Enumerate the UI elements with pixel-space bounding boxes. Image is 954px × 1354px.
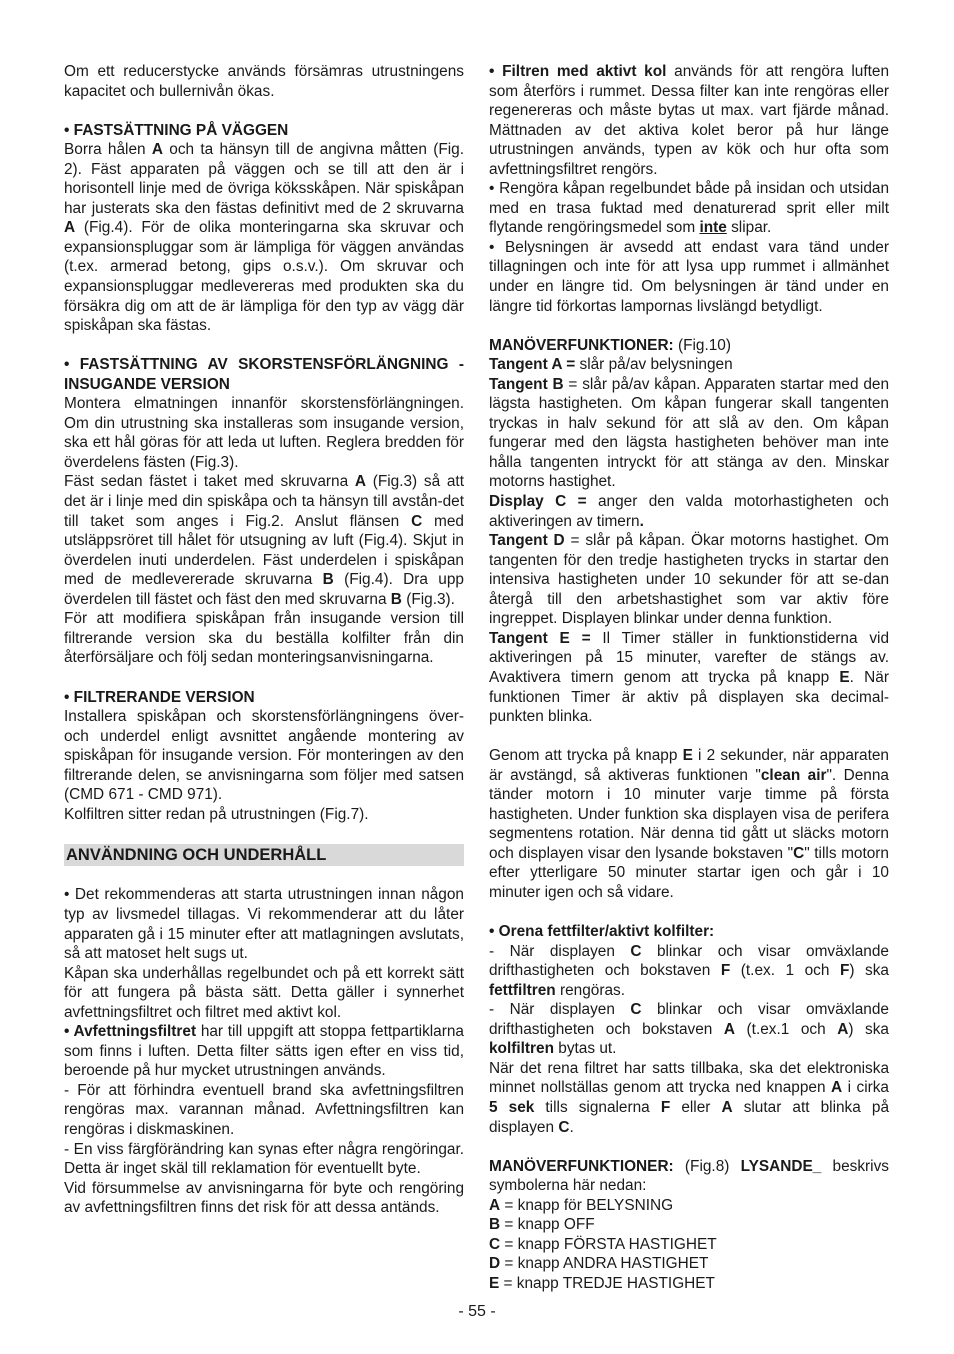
page-number: - 55 - <box>458 1303 496 1320</box>
key-legend-d: D = knapp ANDRA HASTIGHET <box>489 1255 709 1273</box>
dirty-filter-text-1: - När displayen C blinkar och visar omväxlande drifthastigheten och bokstaven F (t.ex. 1 och F) ska fettfiltren rengöras. <box>489 942 889 999</box>
display-c-text: Display C = anger den valda motorhastigheten och aktiveringen av timern. <box>489 493 889 530</box>
key-e-text: Tangent E = Il Timer ställer in funktionstiderna vid aktiveringen på 15 minuter, varefter de stängs av. Avaktivera timern genom att trycka på knapp E. När funktionen Timer är aktiv på displayen ska decimal-punkten blinka. <box>489 629 889 726</box>
usage-text-3: • Avfettningsfiltret har till uppgift att stoppa fettpartiklarna som finns i luften. Detta filter sätts igen efter en viss tid, beroende på hur mycket utrustningen används. <box>64 1023 464 1080</box>
usage-text-2: Kåpan ska underhållas regelbundet och på ett korrekt sätt för att fungera på bästa sätt. Detta gäller i synnerhet avfettningsfiltret och filtret med aktivt kol. <box>64 964 464 1021</box>
intro-paragraph: Om ett reducerstycke används försämras utrustningens kapacitet och bullernivån ökas. <box>64 63 464 100</box>
cleaning-text: • Rengöra kåpan regelbundet både på insidan och utsidan med en trasa fuktad med denaturerad sprit eller milt flytande rengöringsmedel som inte slipar. <box>489 180 889 237</box>
key-legend-c: C = knapp FÖRSTA HASTIGHET <box>489 1235 717 1253</box>
carbon-filter-text: • Filtren med aktivt kol används för att rengöra luften som återförs i rummet. Dessa filter kan inte rengöras eller regenereras och måste bytas ut max. vart fjärde månad. Mättnaden av det aktiva kolet beror på hur länge utrustningen används, typen av kök och hur ofta som avfettningsfiltret rengörs. <box>489 63 890 178</box>
usage-text-6: Vid försummelse av anvisningarna för byte och rengöring av avfettningsfiltren finns det risk för att dessa antänds. <box>64 1179 464 1217</box>
usage-text-5: - En viss färgförändring kan synas efter några rengöringar. Detta är inget skäl till reklamation för eventuellt byte. <box>64 1140 464 1178</box>
filter-version-text-1: Installera spiskåpan och skorstensförlängningens över-och underdel enligt avsnittet angående montering av spiskåpan för insugande version. För monteringen av den filtrerande delen, se anvisningarna som följer med satsen (CMD 671 - CMD 971). <box>64 708 464 804</box>
filter-version-heading: • FILTRERANDE VERSION <box>64 688 255 706</box>
usage-text-4: - För att förhindra eventuell brand ska avfettningsfiltren rengöras max. varannan månad. Avfettningsfiltren kan rengöras i diskmaskinen. <box>64 1081 464 1138</box>
key-legend-e: E = knapp TREDJE HASTIGHET <box>489 1274 715 1292</box>
key-legend-a: A = knapp för BELYSNING <box>489 1196 674 1214</box>
left-column <box>64 62 464 1218</box>
key-legend-b: B = knapp OFF <box>489 1216 595 1234</box>
wall-mount-heading: • FASTSÄTTNING PÅ VÄGGEN <box>64 121 289 139</box>
right-column <box>489 62 889 1293</box>
chimney-heading: • FASTSÄTTNING AV SKORSTENSFÖRLÄNGNING - INSUGANDE VERSION <box>64 356 464 393</box>
clean-air-text: Genom att trycka på knapp E i 2 sekunder, när apparaten är avstängd, så aktiveras funktionen "clean air". Denna tänder motorn i 10 minuter varje timme på första hastigheten. Under funktion ska displayen visa de perifera segmentens rotation. När denna tid gått ut släcks motorn och displayen visar den lysande bokstaven "C" tills motorn efter ytterligare 50 minuter startar igen och går i 10 minuter igen och så vidare. <box>489 747 889 901</box>
usage-section-heading: ANVÄNDNING OCH UNDERHÅLL <box>64 844 464 866</box>
usage-text-1: • Det rekommenderas att starta utrustningen innan någon typ av livsmedel tillagas. Vi rekommenderar att du låter apparaten gå i 15 minuter efter att matlagningen avslutats, så att matoset helt sugs ut. <box>64 886 464 963</box>
chimney-text-3: För att modifiera spiskåpan från insugande version till filtrerande version ska du beställa kolfilter från din återförsäljare och följ sedan monteringsanvisningarna. <box>64 610 464 667</box>
key-a-text: Tangent A = slår på/av belysningen <box>489 356 733 374</box>
key-b-text: Tangent B = slår på/av kåpan. Apparaten startar med den lägsta hastigheten. Om kåpan fungerar skall tangenten tryckas in halv sekund för att slå av den. Om kåpan fungerar med den lägsta hastigheten behöver man inte hålla tangenten intryckt för att stänga av den. Minskar motorns hastighet. <box>489 375 890 491</box>
lighting-text: • Belysningen är avsedd att endast vara tänd under tillagningen och inte för att lysa upp rummet i allmänhet under en längre tid. Om belysningen är tänd under en längre tid förkortas lampornas livslängd betydligt. <box>489 238 889 315</box>
filter-version-text-2: Kolfiltren sitter redan på utrustningen (Fig.7). <box>64 805 369 823</box>
dirty-filter-heading: • Orena fettfilter/aktivt kolfilter: <box>489 923 715 941</box>
reset-text: När det rena filtret har satts tillbaka, ska det elektroniska minnet nollställas genom att trycka ned knappen A i cirka 5 sek tills signalerna F eller A slutar att blinka på displayen C. <box>489 1059 890 1136</box>
chimney-text-1: Montera elmatningen innanför skorstensförlängningen. Om din utrustning ska installeras som insugande version, ska ett hål göras för att leda ut luften. Reglera bredden för överdelens fästen (Fig.3). <box>64 395 464 471</box>
controls-heading-2: MANÖVERFUNKTIONER: (Fig.8) LYSANDE_ beskrivs symbolerna här nedan: <box>489 1157 889 1195</box>
chimney-text-2: Fäst sedan fästet i taket med skruvarna A (Fig.3) så att det är i linje med din spiskåpa och ta hänsyn till avstån-det till taket som anges i Fig.2. Anslut flänsen C med utsläppsröret till hålet för utsugning av luft (Fig.4). Skjut in överdelen inuti underdelen. Fäst underdelen i spiskåpan med de medlevererade skruvarna B (Fig.4). Dra upp överdelen till fästet och fäst den med skruvarna B (Fig.3). <box>64 473 464 608</box>
key-d-text: Tangent D = slår på kåpan. Ökar motorns hastighet. Om tangenten för den tredje hastigheten trycks in startar den intensiva hastigheten under 10 sekunder för att se-dan återgå till den arbetshastighet som var aktiv före ingreppet. Displayen blinkar under denna funktion. <box>489 532 889 628</box>
controls-heading-1: MANÖVERFUNKTIONER: (Fig.10) <box>489 336 731 354</box>
wall-mount-text: Borra hålen A och ta hänsyn till de angivna måtten (Fig. 2). Fäst apparaten på väggen och se till att den är i horisontell linje med de övriga köksskåpen. När spiskåpan har justerats ska den fästas definitivt med de 2 skruvarna A (Fig.4). För de olika monteringarna ska skruvar och expansionspluggar som är lämpliga för väggen användas (t.ex. armerad betong, gips o.s.v.). Om skruvar och expansionspluggar medlevereras med produkten ska du försäkra dig om att de är lämpliga för den typ av vägg där spiskåpan ska fästas. <box>64 141 464 335</box>
dirty-filter-text-2: - När displayen C blinkar och visar omväxlande drifthastigheten och bokstaven A (t.ex.1 och A) ska kolfiltren bytas ut. <box>489 1001 889 1058</box>
